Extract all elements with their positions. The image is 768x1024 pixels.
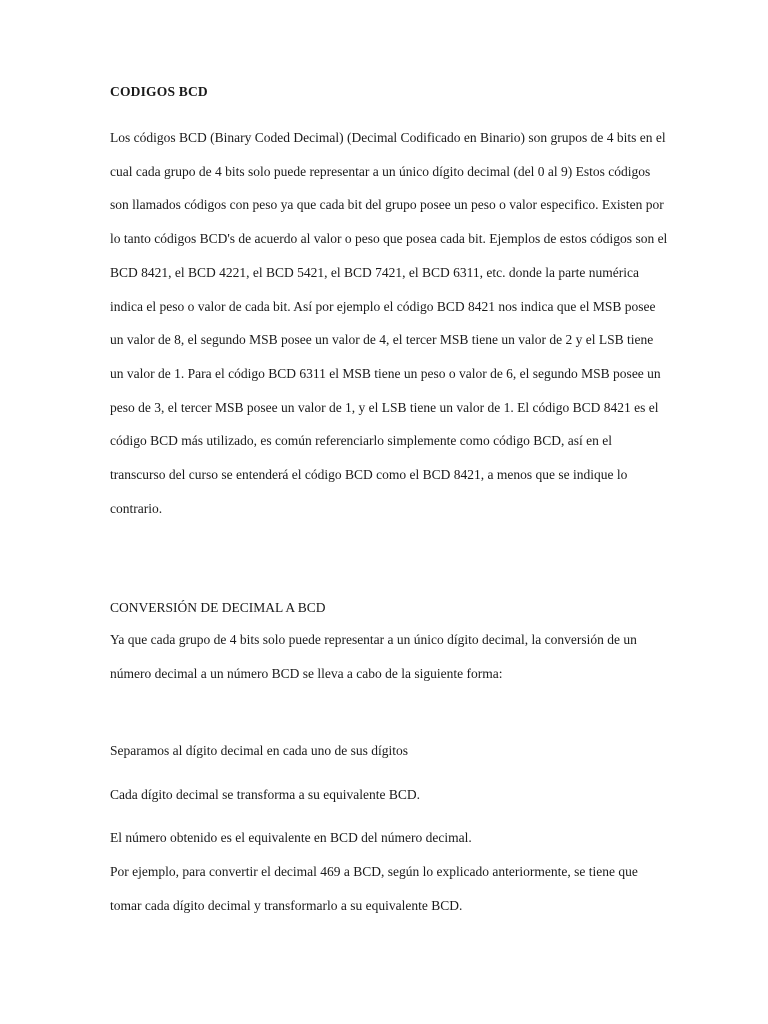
section-paragraph: Ya que cada grupo de 4 bits solo puede representar a un único dígito decimal, la conversión de un número decimal a un número BCD se lleva a cabo de la siguiente forma: [110,632,637,681]
step-2-text: Cada dígito decimal se transforma a su equivalente BCD. [110,787,421,802]
example-paragraph: Por ejemplo, para convertir el decimal 469 a BCD, según lo explicado anteriormente, se tiene que tomar cada dígito decimal y transformarlo a su equivalente BCD. [110,864,638,913]
step-1-text: Separamos al dígito decimal en cada uno de sus dígitos [110,743,409,758]
document-title: CODIGOS BCD [110,84,208,99]
section-heading: CONVERSIÓN DE DECIMAL A BCD [110,600,326,615]
intro-paragraph: Los códigos BCD (Binary Coded Decimal) (Decimal Codificado en Binario) son grupos de 4 bits en el cual cada grupo de 4 bits solo puede representar a un único dígito decimal (del 0 al 9) Estos códigos son llamados códigos con peso ya que cada bit del grupo posee un peso o valor especifico. Existen por lo tanto códigos BCD's de acuerdo al valor o peso que posea cada bit. Ejemplos de estos códigos son el BCD 8421, el BCD 4221, el BCD 5421, el BCD 7421, el BCD 6311, etc. donde la parte numérica indica el peso o valor de cada bit. Así por ejemplo el código BCD 8421 nos indica que el MSB posee un valor de 8, el segundo MSB posee un valor de 4, el tercer MSB tiene un valor de 2 y el LSB tiene un valor de 1. Para el código BCD 6311 el MSB tiene un peso o valor de 6, el segundo MSB posee un peso de 3, el tercer MSB posee un valor de 1, y el LSB tiene un valor de 1. El código BCD 8421 es el código BCD más utilizado, es común referenciarlo simplemente como código BCD, así en el transcurso del curso se entenderá el código BCD como el BCD 8421, a menos que se indique lo contrario. [110,130,668,516]
step-3-text: El número obtenido es el equivalente en BCD del número decimal. [110,830,472,845]
